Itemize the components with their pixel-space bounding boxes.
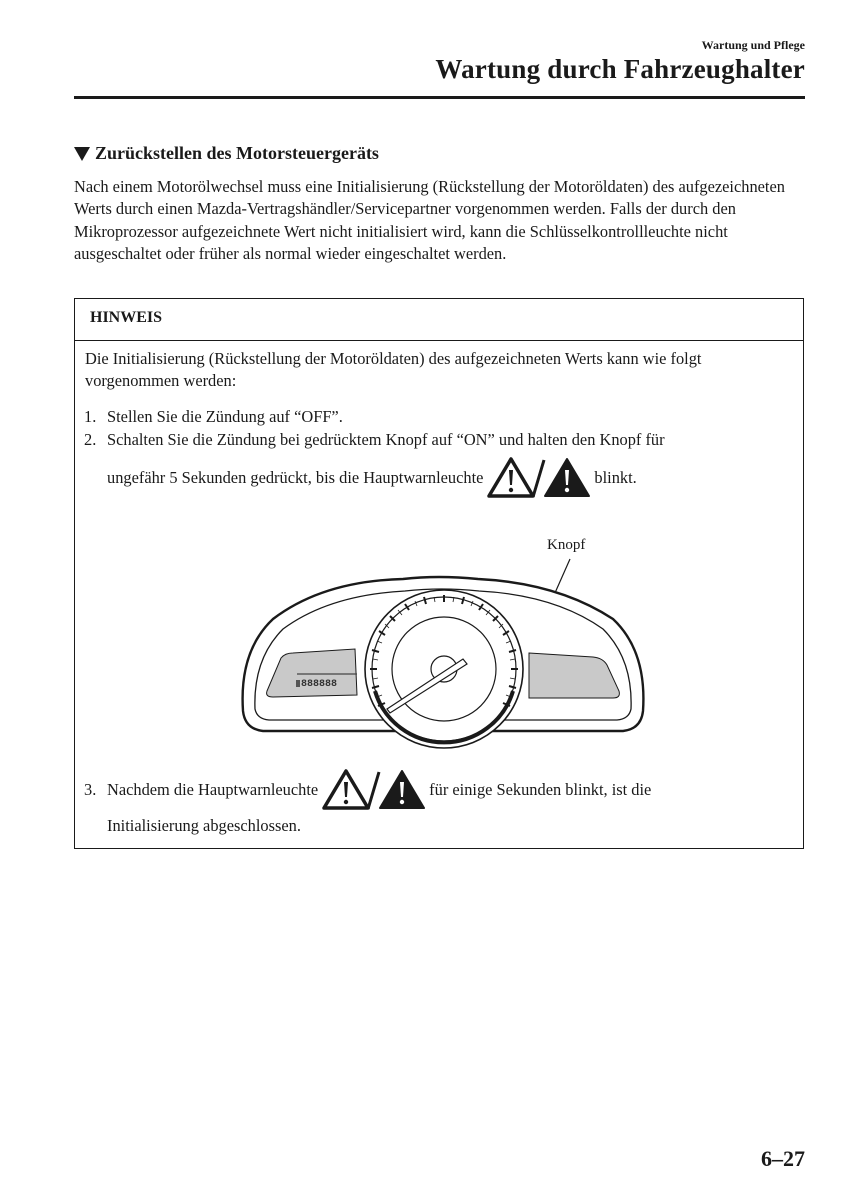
master-warning-icons [487,456,591,500]
note-title: HINWEIS [75,299,803,341]
note-intro: Die Initialisierung (Rückstellung der Motoröldaten) des aufgezeichneten Werts kann wie folgt vorgenommen werden: [85,349,702,390]
step-text: Stellen Sie die Zündung auf “OFF”. [107,407,343,426]
step-text: ungefähr 5 Sekunden gedrückt, bis die Hauptwarnleuchte [107,468,484,487]
step-text: blinkt. [594,468,637,487]
intro-paragraph: Nach einem Motorölwechsel muss eine Initialisierung (Rückstellung der Motoröldaten) des aufgezeichneten Werts durch einen Mazda-Vertragshändler/Servicepartner vorgenommen werden. Falls der durch den Mikroprozessor aufgezeichnete Wert nicht initialisiert wird, kann die Schlüsselkontrollleuchte nicht ausgeschaltet oder früher als normal wieder eingeschaltet werden. [74,177,785,263]
callout-label: Knopf [547,537,586,553]
header-rule [74,96,805,99]
svg-text:888888: 888888 [301,679,338,690]
step-2-continuation [107,456,637,500]
step-text: Schalten Sie die Zündung bei gedrücktem Knopf auf “ON” und halten den Knopf für [107,430,665,449]
step-number: 2. [84,430,97,449]
section-triangle-icon [74,147,90,161]
note-box [74,298,804,849]
step-3 [84,766,651,814]
section-heading-text: Zurückstellen des Motorsteuergeräts [95,143,379,163]
warning-triangle-outline-icon [487,456,591,500]
instrument-cluster-figure [233,531,653,764]
page-number: 6–27 [761,1146,805,1171]
step-number: 1. [84,407,97,426]
chapter-title: Wartung durch Fahrzeughalter [435,54,805,84]
warning-triangle-outline-icon [322,768,426,812]
step-text: Nachdem die Hauptwarnleuchte [107,780,319,799]
section-label: Wartung und Pflege [701,38,805,52]
section-heading [74,143,379,164]
step-text: für einige Sekunden blinkt, ist die [429,780,652,799]
step-3-continuation: Initialisierung abgeschlossen. [107,816,301,835]
master-warning-icons [322,768,426,812]
step-number: 3. [84,780,97,799]
